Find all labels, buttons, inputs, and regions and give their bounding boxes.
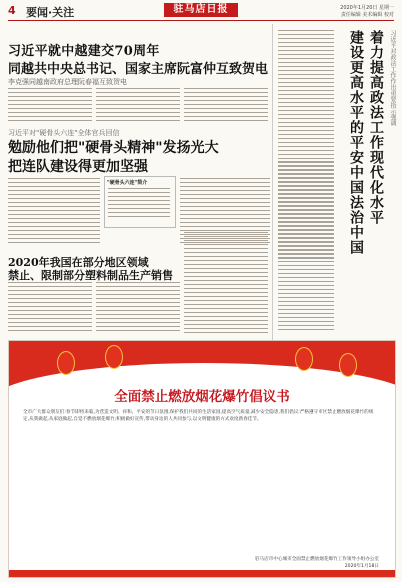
right-article-body (278, 30, 334, 336)
info-box (104, 176, 176, 228)
article3-title: 2020年我国在部分地区领域 (8, 256, 149, 269)
article2-kicker: 习近平对"硬骨头六连"全体官兵回信 (8, 129, 120, 137)
editor-line: 责任编辑 美术编辑 校对 (340, 12, 394, 18)
banner-footer-band (9, 570, 395, 577)
page-number: 4 (8, 4, 16, 17)
lantern-icon (105, 345, 123, 369)
banner-body: 全市广大群众朋友们:春节即将来临,为营造文明、祥和、平安的节日氛围,保护我们共同的生活家园,提高空气质量,减少安全隐患,我们倡议:严格遵守市区禁止燃放烟花爆竹的规定,从我做起,从家庭做起,自觉不燃放烟花爆竹;积极做好宣传,带动身边的人共同参与,以文明健康的方式欢度新春佳节。 (23, 410, 374, 422)
header-rule (8, 20, 394, 21)
lantern-icon (57, 351, 75, 375)
article2-title: 勉励他们把"硬骨头精神"发扬光大 (8, 140, 219, 156)
article1-title-line2: 同越共中央总书记、国家主席阮富仲互致贺电 (8, 62, 269, 77)
date-line: 2020年1月20日 星期一 (340, 5, 394, 11)
article1-body-col1 (8, 88, 92, 124)
banner-title: 全面禁止燃放烟花爆竹倡议书 (114, 389, 290, 405)
right-article-title-col1: 着力提高政法工作现代化水平 (368, 30, 384, 225)
article3-body-col2 (96, 282, 180, 336)
right-article-kicker: 习近平对政法工作作出重要指示强调 (389, 30, 396, 126)
article3-body-col3 (184, 232, 268, 336)
article3-body-col1 (8, 282, 92, 336)
page-header (0, 0, 402, 22)
newspaper-logo: 驻马店日报 (164, 3, 238, 17)
article3-title-line2: 禁止、限制部分塑料制品生产销售 (8, 269, 173, 282)
public-notice-banner (8, 340, 396, 578)
article2-title-line2: 把连队建设得更加坚强 (8, 159, 148, 175)
article1-subtitle: 李克强同越南政府总理阮春福互致贺电 (8, 78, 127, 86)
right-article-title-col2: 建设更高水平的平安中国法治中国 (348, 30, 364, 255)
info-box-title: "硬骨头六连"简介 (107, 180, 148, 186)
banner-signature: 驻马店市中心城市全面禁止燃放烟花爆竹工作领导小组办公室 (254, 557, 379, 562)
article1-body-col2 (96, 88, 180, 124)
lantern-icon (339, 353, 357, 377)
article1-body-col3 (184, 88, 268, 124)
banner-date: 2020年1月18日 (344, 564, 379, 569)
lantern-icon (295, 347, 313, 371)
info-box-body (108, 188, 170, 222)
column-divider (272, 24, 273, 340)
article1-title: 习近平就中越建交70周年 (8, 44, 160, 59)
article2-body-col1 (8, 178, 100, 246)
section-title: 要闻·关注 (26, 6, 75, 19)
